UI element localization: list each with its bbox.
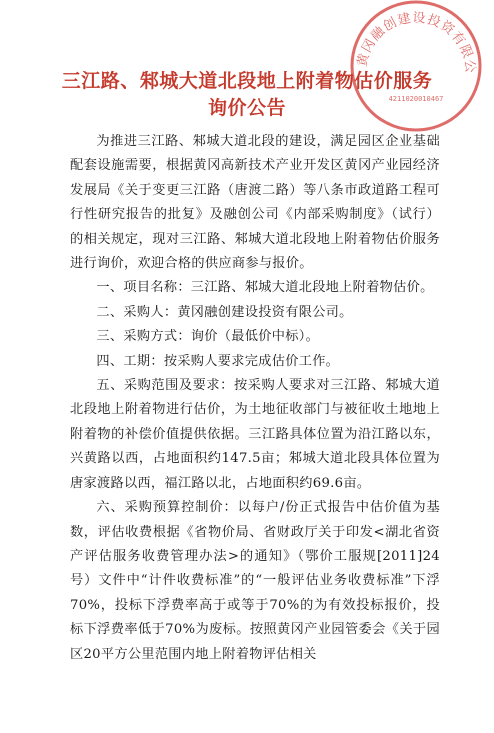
paragraph-intro: 为推进三江路、邾城大道北段的建设，满足园区企业基础配套设施需要，根据黄冈高新技术产业开发区黄冈产业园经济发展局《关于变更三江路（唐渡二路）等八条市政道路工程可行性研究报告的批复》及融创公司《内部采购制度》（试行）的相关规定，现对三江路、邾城大道北段地上附着物估价服务进行询价，欢迎合格的供应商参与报价。 [70,134,440,272]
seal-number: 4211020010467 [388,95,444,103]
paragraph-budget: 六、采购预算控制价：以每户/份正式报告中估价值为基数，评估收费根据《省物价局、省财政厅关于印发<湖北省资产评估服务收费管理办法>的通知》（鄂价工服规[2011]24号）文件中“计件收费标准”的“一般评估业务收费标准”下浮70%，投标下浮费率高于或等于70%的为有效投标报价，投标下浮费率低于70%为废标。按照黄冈产业园管委会《关于园区20平方公里范围内地上附着物评估相关 [70,500,440,662]
paragraph-procurement-method: 三、采购方式：询价（最低价中标）。 [96,329,320,345]
document-title-line2: 询价公告 [207,97,286,119]
paragraph-duration: 四、工期：按采购人要求完成估价工作。 [96,353,340,369]
paragraph-project-name: 一、项目名称：三江路、邾城大道北段地上附着物估价。 [96,280,434,296]
paragraph-purchaser: 二、采购人：黄冈融创建设投资有限公司。 [96,304,353,320]
document-body [70,130,440,667]
paragraph-scope: 五、采购范围及要求：按采购人要求对三江路、邾城大道北段地上附着物进行估价，为土地征收部门与被征收土地地上附着物的补偿价值提供依据。三江路具体位置为沿江路以东，兴黄路以西，占地面积约147.5亩；邾城大道北段具体位置为唐家渡路以西，福江路以北，占地面积约69.6亩。 [70,378,440,491]
svg-text:黄冈融创建设投资有限公司 [344,0,477,74]
document-title-line1: 三江路、邾城大道北段地上附着物估价服务 [61,70,433,92]
seal-text: 黄冈融创建设投资有限公 [355,10,478,75]
